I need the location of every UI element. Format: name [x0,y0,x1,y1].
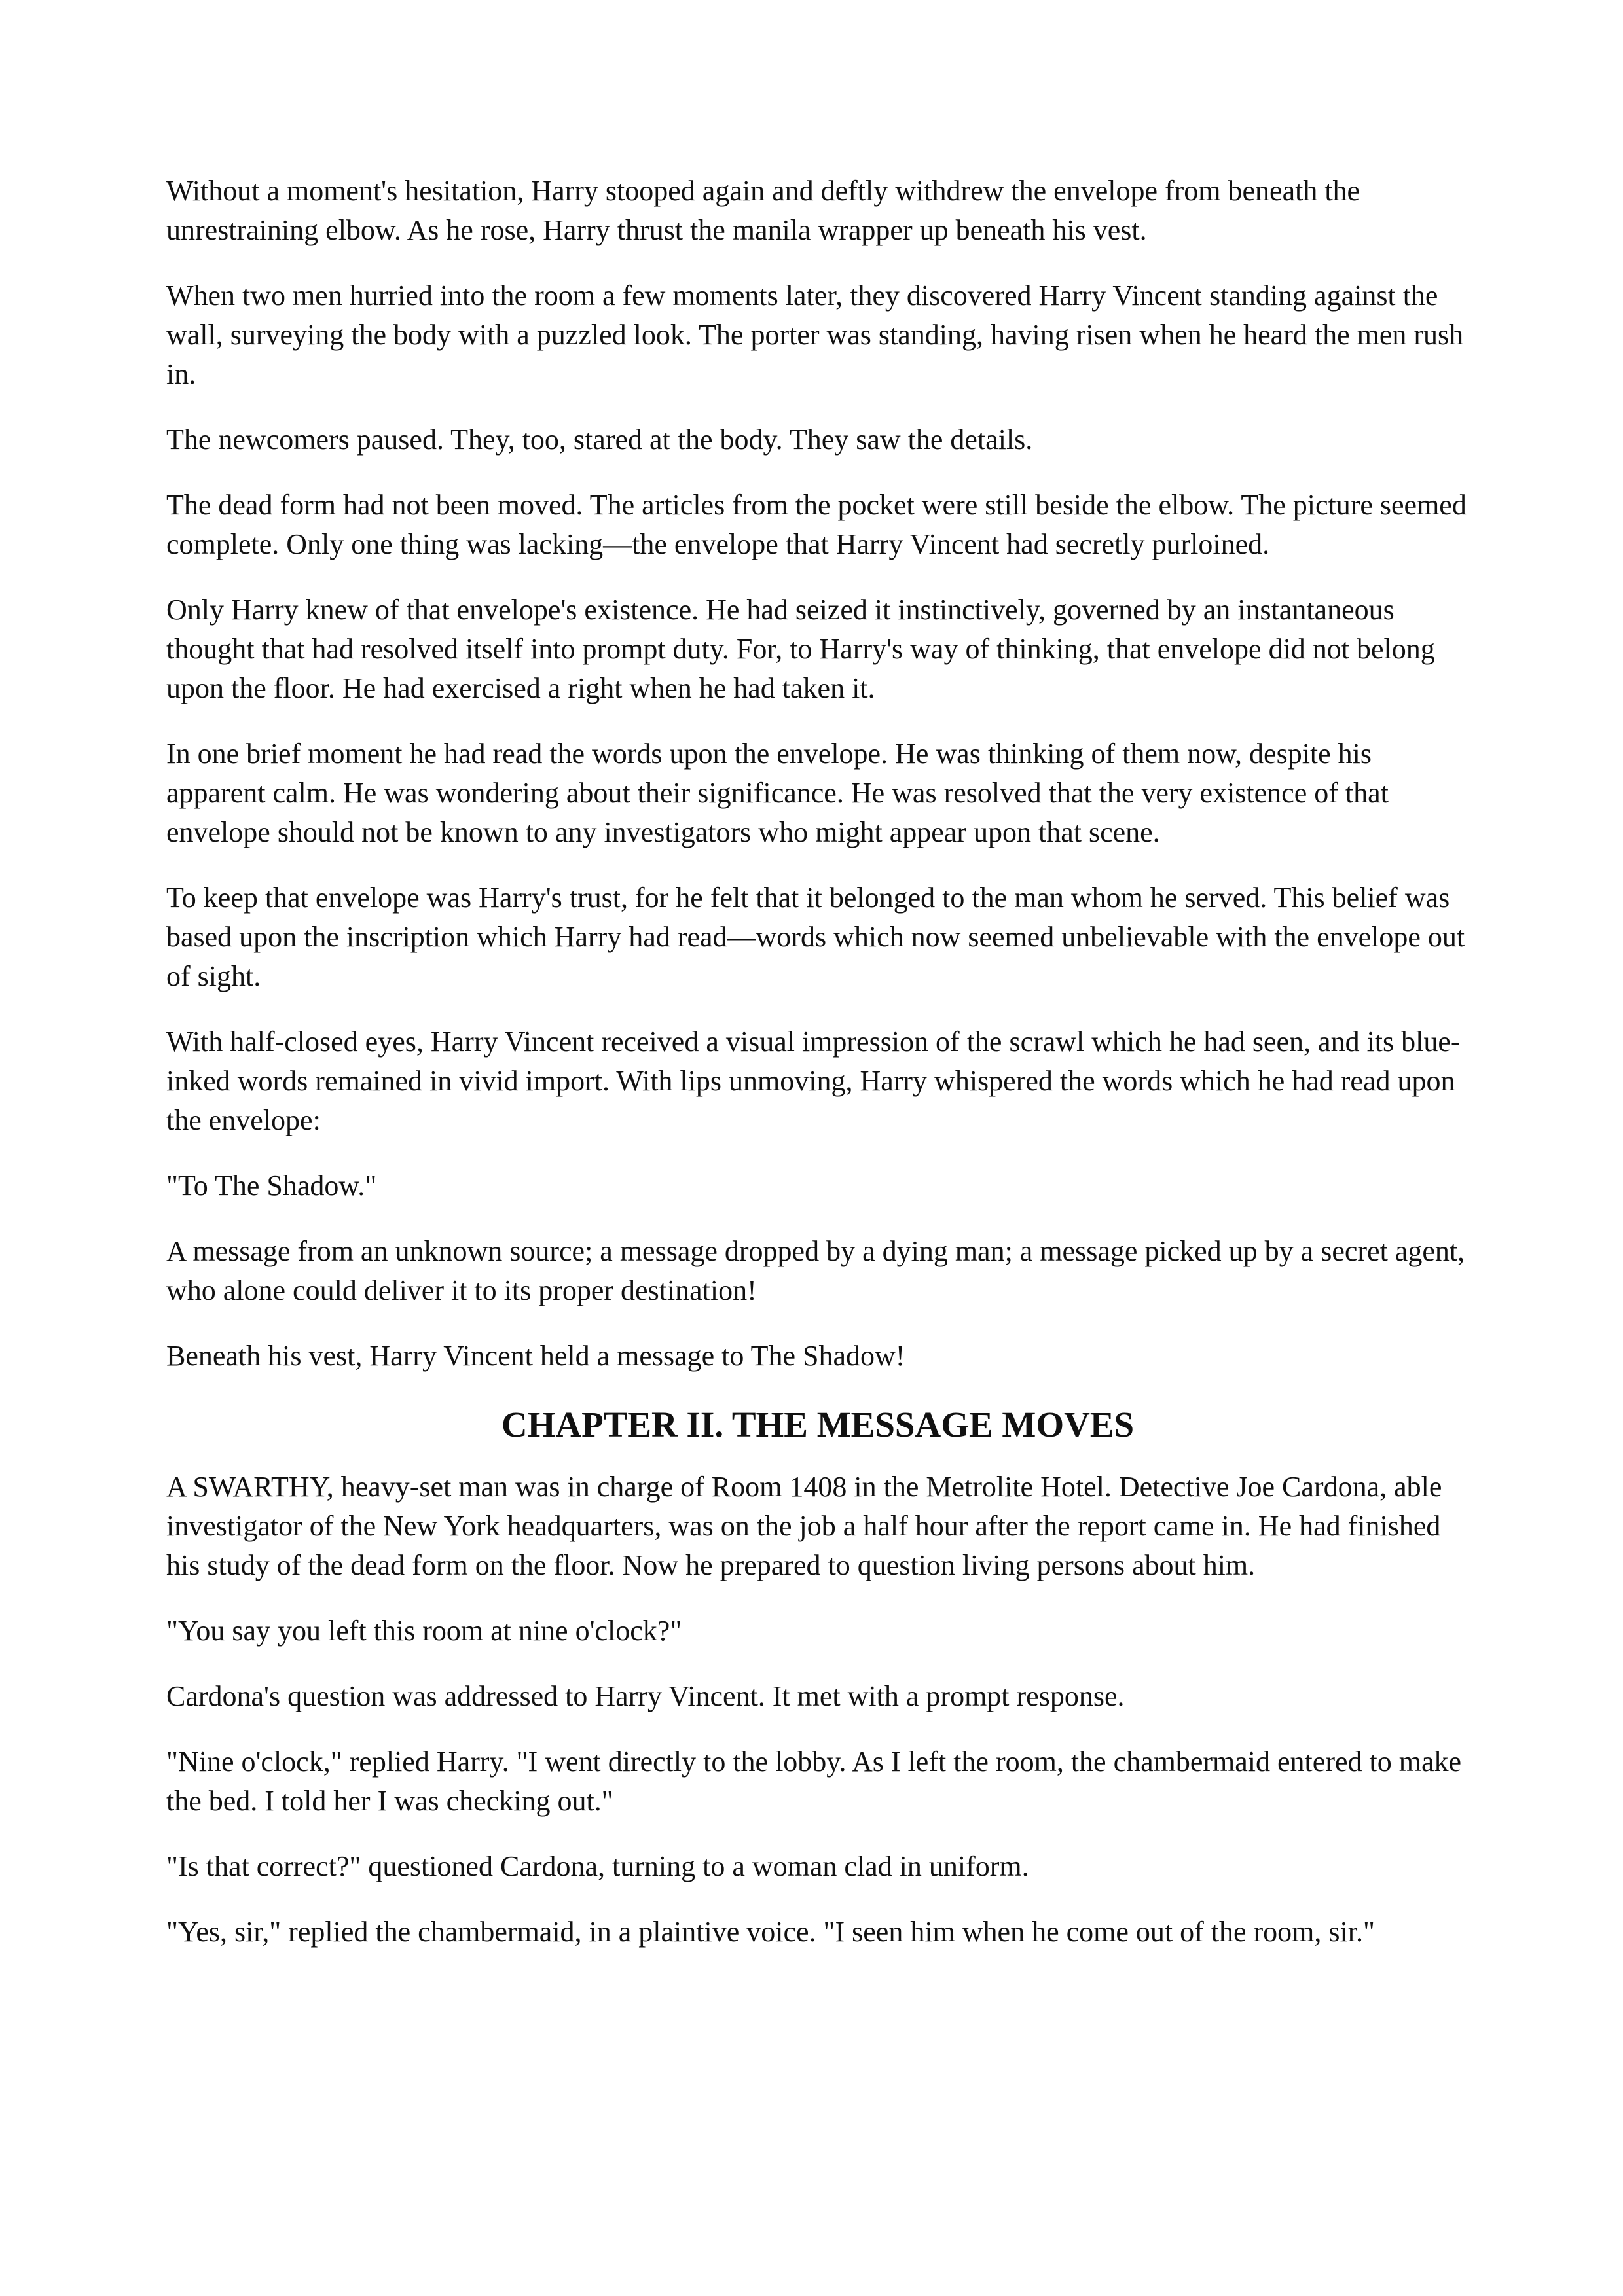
chapter-heading: CHAPTER II. THE MESSAGE MOVES [501,1405,1135,1444]
paragraph: A SWARTHY, heavy-set man was in charge of Room 1408 in the Metrolite Hotel. Detective Joe Cardona, able investigator of the New York headquarters, was on the job a half hour after the report came in. He had finished his study of the dead form on the floor. Now he prepared to question living persons about him. [166,1471,1442,1581]
paragraph: In one brief moment he had read the words upon the envelope. He was thinking of them now, despite his apparent calm. He was wondering about their significance. He was resolved that the very existence of that envelope should not be known to any investigators who might appear upon that scene. [166,738,1389,848]
paragraph: Beneath his vest, Harry Vincent held a message to The Shadow! [166,1340,905,1372]
paragraph: "You say you left this room at nine o'clock?" [166,1615,682,1647]
paragraph: "Yes, sir," replied the chambermaid, in a plaintive voice. "I seen him when he come out of the room, sir." [166,1916,1375,1948]
paragraph: The dead form had not been moved. The articles from the pocket were still beside the elbow. The picture seemed complete. Only one thing was lacking—the envelope that Harry Vincent had secretly purloined. [166,489,1467,560]
paragraph: The newcomers paused. They, too, stared at the body. They saw the details. [166,423,1033,456]
paragraph: Cardona's question was addressed to Harry Vincent. It met with a prompt response. [166,1680,1125,1712]
paragraph: Without a moment's hesitation, Harry stooped again and deftly withdrew the envelope from beneath the unrestraining elbow. As he rose, Harry thrust the manila wrapper up beneath his vest. [166,175,1360,246]
paragraph: A message from an unknown source; a message dropped by a dying man; a message picked up by a secret agent, who alone could deliver it to its proper destination! [166,1235,1465,1306]
paragraph: "Is that correct?" questioned Cardona, turning to a woman clad in uniform. [166,1850,1029,1882]
paragraph: Only Harry knew of that envelope's existence. He had seized it instinctively, governed by an instantaneous thought that had resolved itself into prompt duty. For, to Harry's way of thinking, that envelope did not belong upon the floor. He had exercised a right when he had taken it. [166,594,1435,704]
document-page [166,171,1469,1978]
paragraph: To keep that envelope was Harry's trust, for he felt that it belonged to the man whom he served. This belief was based upon the inscription which Harry had read—words which now seemed unbelievable with the envelope out of sight. [166,882,1465,992]
paragraph: With half-closed eyes, Harry Vincent received a visual impression of the scrawl which he had seen, and its blue-inked words remained in vivid import. With lips unmoving, Harry whispered the words which he had read upon the envelope: [166,1026,1461,1136]
paragraph: "To The Shadow." [166,1170,377,1202]
paragraph: When two men hurried into the room a few moments later, they discovered Harry Vincent standing against the wall, surveying the body with a puzzled look. The porter was standing, having risen when he heard the men rush in. [166,279,1464,390]
paragraph: "Nine o'clock," replied Harry. "I went directly to the lobby. As I left the room, the chambermaid entered to make the bed. I told her I was checking out." [166,1746,1462,1817]
